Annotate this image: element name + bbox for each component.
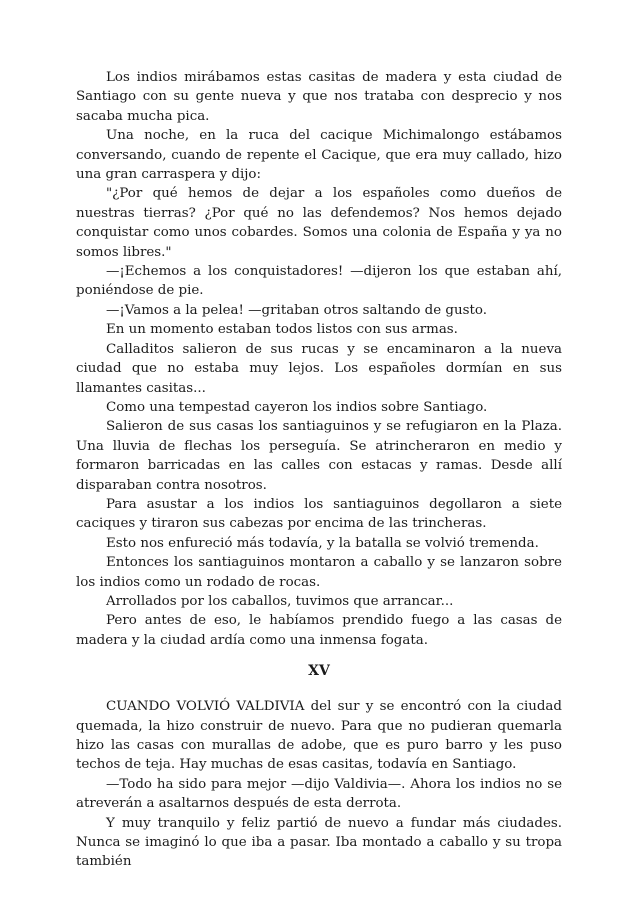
chapter-heading: XV <box>308 663 330 680</box>
paragraph: Y muy tranquilo y feliz partió de nuevo a fundar más ciudades. Nunca se imaginó lo que iba a pasar. Iba montado a caballo y su tropa también <box>76 815 562 870</box>
paragraph: —¡Vamos a la pelea! —gritaban otros saltando de gusto. <box>106 302 487 318</box>
paragraph: Una noche, en la ruca del cacique Michimalongo estábamos conversando, cuando de repente el Cacique, que era muy callado, hizo una gran carraspera y dijo: <box>76 128 562 183</box>
paragraph: Como una tempestad cayeron los indios sobre Santiago. <box>106 399 488 415</box>
paragraph: Para asustar a los indios los santiaguinos degollaron a siete caciques y tiraron sus cabezas por encima de las trincheras. <box>76 496 562 532</box>
paragraph: Calladitos salieron de sus rucas y se encaminaron a la nueva ciudad que no estaba muy lejos. Los españoles dormían en sus llamantes casitas... <box>76 341 562 396</box>
paragraph: Los indios mirábamos estas casitas de madera y esta ciudad de Santiago con su gente nueva y que nos trataba con desprecio y nos sacaba mucha pica. <box>76 70 562 124</box>
paragraph: Esto nos enfureció más todavía, y la batalla se volvió tremenda. <box>106 535 539 551</box>
paragraph: En un momento estaban todos listos con sus armas. <box>106 322 458 338</box>
paragraph: Salieron de sus casas los santiaguinos y se refugiaron en la Plaza. Una lluvia de flechas los perseguía. Se atrincheraron en medio y formaron barricadas en las calles con estacas y ramas. Desde allí disparaban contra nosotros. <box>76 419 562 493</box>
paragraph: —¡Echemos a los conquistadores! —dijeron los que estaban ahí, poniéndose de pie. <box>76 264 562 299</box>
paragraph: Pero antes de eso, le habíamos prendido fuego a las casas de madera y la ciudad ardía como una inmensa fogata. <box>76 613 562 648</box>
paragraph: "¿Por qué hemos de dejar a los españoles como dueños de nuestras tierras? ¿Por qué no las defendemos? Nos hemos dejado conquistar como unos cobardes. Somos una colonia de España y ya no somos libres." <box>76 186 562 260</box>
document-page <box>76 68 562 872</box>
paragraph: CUANDO VOLVIÓ VALDIVIA del sur y se encontró con la ciudad quemada, la hizo construir de nuevo. Para que no pudieran quemarla hizo las casas con murallas de adobe, que es puro barro y les puso techos de teja. Hay muchas de esas casitas, todavía en Santiago. <box>76 699 562 773</box>
paragraph: Arrollados por los caballos, tuvimos que arrancar... <box>106 593 454 609</box>
paragraph: —Todo ha sido para mejor —dijo Valdivia—. Ahora los indios no se atreverán a asaltarnos después de esta derrota. <box>76 776 562 812</box>
paragraph: Entonces los santiaguinos montaron a caballo y se lanzaron sobre los indios como un rodado de rocas. <box>76 555 562 590</box>
